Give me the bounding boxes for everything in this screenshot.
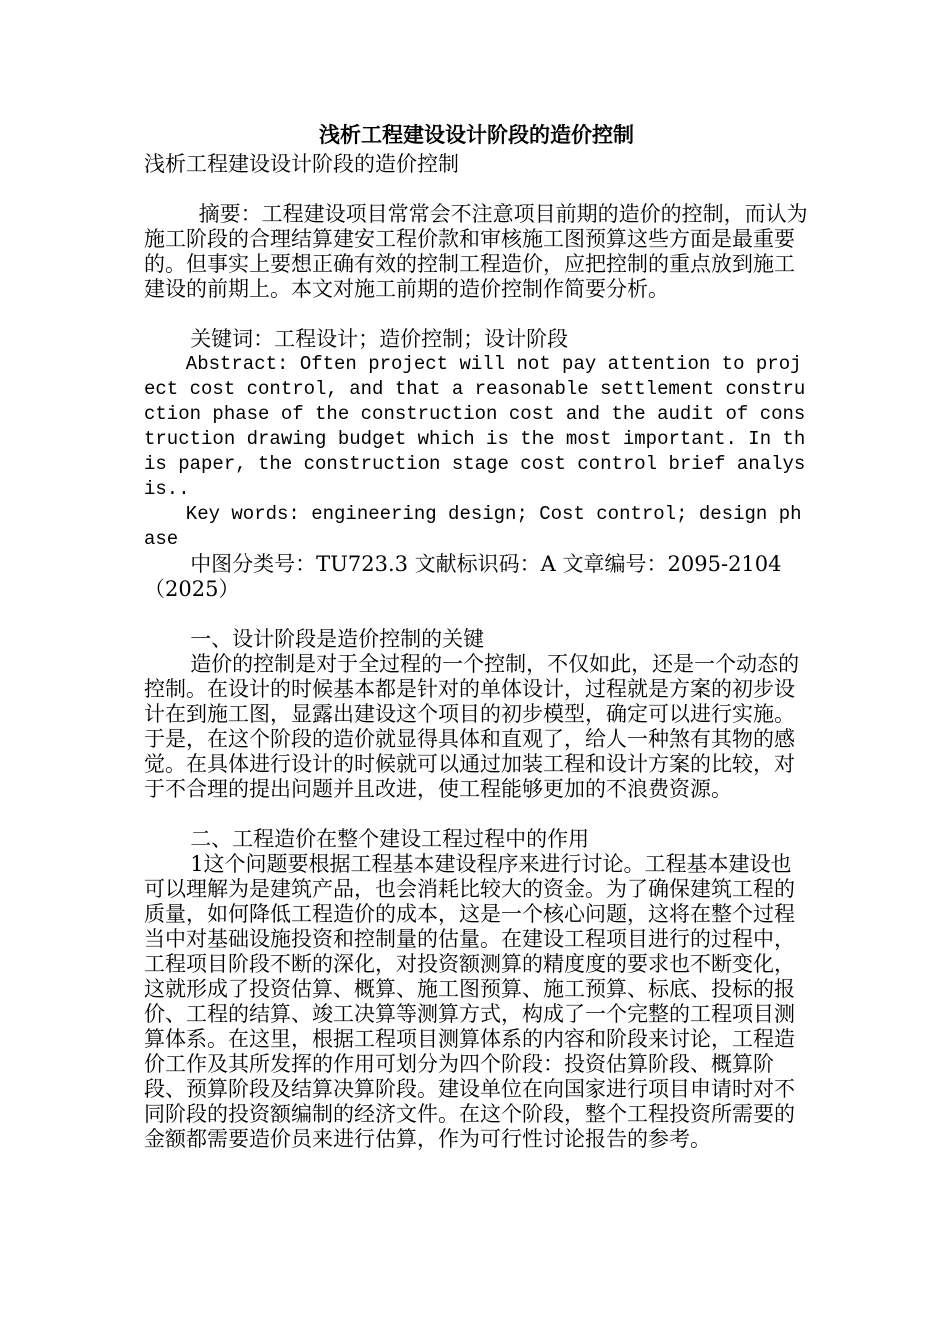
classification-line: 中图分类号：TU723.3 文献标识码：A 文章编号：2095-2104（2025） (144, 552, 782, 601)
section-1-body: 造价的控制是对于全过程的一个控制，不仅如此，还是一个动态的控制。在设计的时候基本都是针对的单体设计，过程就是方案的初步设计在到施工图，显露出建设这个项目的初步模型，确定可以进行实施。于是，在这个阶段的造价就显得具体和直观了，给人一种煞有其物的感觉。在具体进行设计的时候就可以通过加装工程和设计方案的比较，对于不合理的提出问题并且改进，使工程能够更加的不浪费资源。 (144, 652, 800, 801)
keywords-chinese: 关键词：工程设计；造价控制；设计阶段 (190, 327, 569, 351)
section-1-heading: 一、设计阶段是造价控制的关键 (190, 627, 485, 651)
abstract-chinese: 摘要：工程建设项目常常会不注意项目前期的造价的控制，而认为施工阶段的合理结算建安工程价款和审核施工图预算这些方面是最重要的。但事实上要想正确有效的控制工程造价，应把控制的重点放到施工建设的前期上。本文对施工前期的造价控制作简要分析。 (144, 202, 808, 301)
document-title: 浅析工程建设设计阶段的造价控制 (319, 122, 634, 147)
keywords-english: Key words: engineering design; Cost control; design phase (144, 503, 802, 550)
abstract-english: Abstract: Often project will not pay attention to project cost control, and that a reasonable settlement construction phase of the construction cost and the audit of construction drawing budget which is the most important. In this paper, the construction stage cost control brief analysis.. (144, 353, 806, 500)
document-page (144, 118, 809, 1152)
document-subtitle: 浅析工程建设设计阶段的造价控制 (144, 152, 459, 176)
section-2-body: 1这个问题要根据工程基本建设程序来进行讨论。工程基本建设也可以理解为是建筑产品，也会消耗比较大的资金。为了确保建筑工程的质量，如何降低工程造价的成本，这是一个核心问题，这将在整个过程当中对基础设施投资和控制量的估量。在建设工程项目进行的过程中，工程项目阶段不断的深化，对投资额测算的精度度的要求也不断变化，这就形成了投资估算、概算、施工图预算、施工预算、标底、投标的报价、工程的结算、竣工决算等测算方式，构成了一个完整的工程项目测算体系。在这里，根据工程项目测算体系的内容和阶段来讨论，工程造价工作及其所发挥的作用可划分为四个阶段：投资估算阶段、概算阶段、预算阶段及结算决算阶段。建设单位在向国家进行项目申请时对不同阶段的投资额编制的经济文件。在这个阶段，整个工程投资所需要的金额都需要造价员来进行估算，作为可行性讨论报告的参考。 (144, 852, 795, 1151)
section-2-heading: 二、工程造价在整个建设工程过程中的作用 (190, 827, 590, 851)
